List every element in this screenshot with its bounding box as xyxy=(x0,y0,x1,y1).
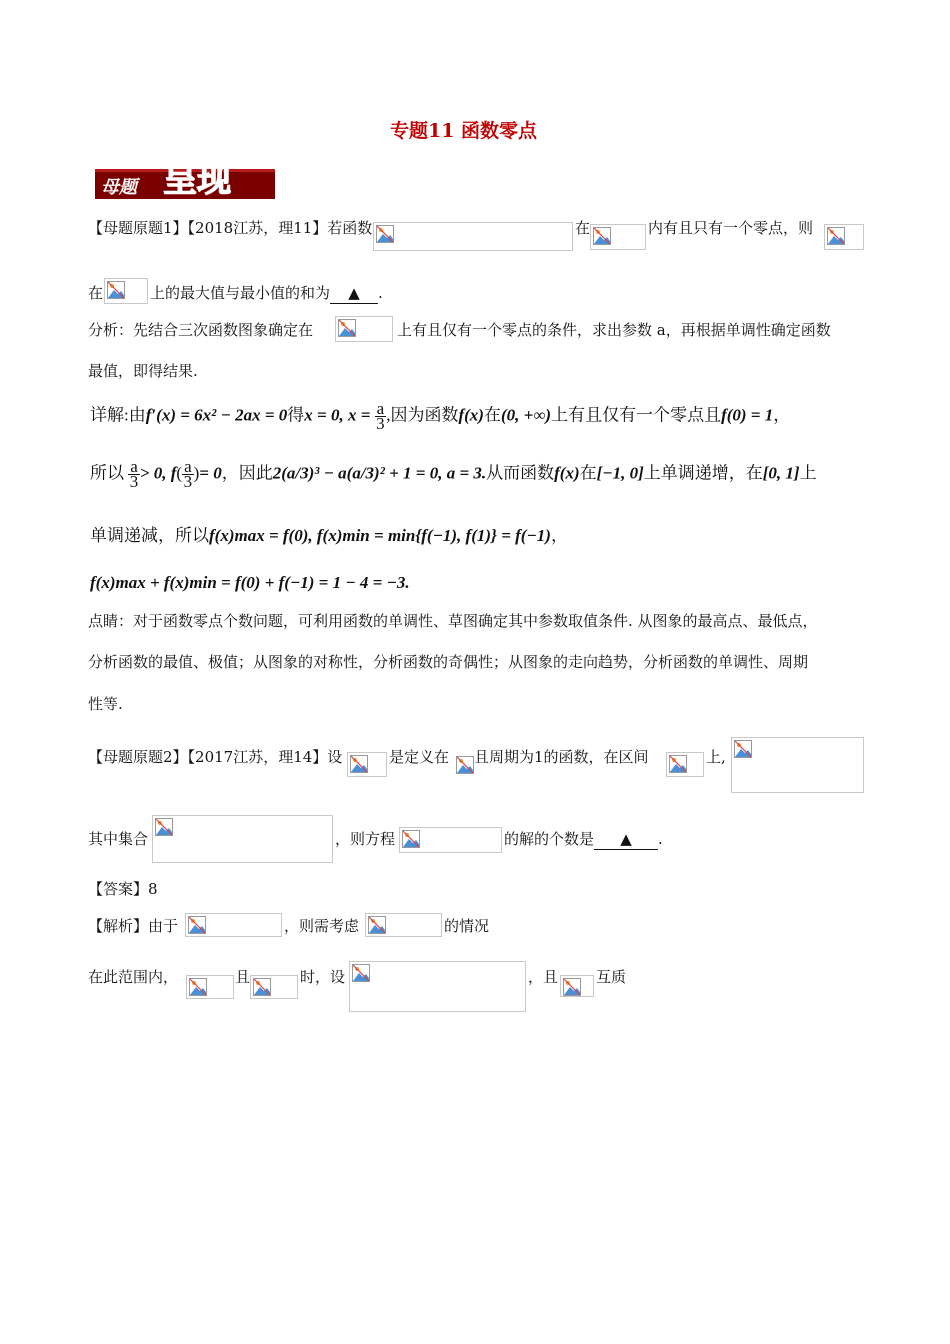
section-banner xyxy=(95,155,275,201)
remark-line3: 性等. xyxy=(88,695,123,713)
solution-when: 时，设 xyxy=(300,968,346,986)
derivative-equation: f′(x) = 6x² − 2ax = 0 xyxy=(145,405,288,425)
broken-image-icon xyxy=(368,916,386,934)
frac-den: 3 xyxy=(129,472,139,491)
interval-unit: [0, 1] xyxy=(762,463,800,483)
fx-symbol: f(x) xyxy=(554,463,580,483)
detail-increasing: 上单调递增，在 xyxy=(643,463,763,483)
banner-left-text: 母题 xyxy=(101,177,137,198)
p1-text-zai2: 在 xyxy=(88,284,104,302)
sum-equation: f(x)max + f(x)min = f(0) + f(−1) = 1 − 4 = −3. xyxy=(90,573,410,592)
frac-den: 3 xyxy=(376,414,385,433)
detail-hence: ，因此 xyxy=(221,463,273,483)
f0-equation: f(0) = 1 xyxy=(721,405,774,425)
detail-row3 xyxy=(90,525,568,547)
formula-image xyxy=(666,752,704,777)
solution-and1: 且 xyxy=(235,968,251,986)
detail-row1 xyxy=(90,399,791,433)
detail-in: 在 xyxy=(579,463,597,483)
broken-image-icon xyxy=(188,916,206,934)
detail-tail: 上有且仅有一个零点且 xyxy=(551,405,722,425)
frac-num: a xyxy=(376,399,385,418)
analysis-line2: 最值，即得结果. xyxy=(88,362,198,380)
answer-triangle: ▲ xyxy=(348,284,360,302)
broken-image-icon xyxy=(734,740,752,758)
detail-because: ,因为函数 xyxy=(386,405,459,425)
detail-comma: ， xyxy=(773,405,791,425)
frac-num: a xyxy=(184,457,192,476)
p1-text-within: 内有且只有一个零点，则 xyxy=(648,219,814,237)
p2-count-label: 的解的个数是 xyxy=(504,830,595,848)
solution-range: 在此范围内， xyxy=(88,968,179,986)
cubic-equation: 2(a/3)³ − a(a/3)² + 1 = 0, a = 3. xyxy=(272,463,487,483)
broken-image-icon xyxy=(155,818,173,836)
formula-image xyxy=(453,753,475,777)
answer-blank xyxy=(330,283,378,304)
analysis-line1b: 上有且仅有一个零点的条件，求出参数 a，再根据单调性确定函数 xyxy=(397,321,831,339)
broken-image-icon xyxy=(352,964,370,982)
interval-negative: [−1, 0] xyxy=(596,463,644,483)
formula-image xyxy=(365,913,442,937)
fraction-a-over-3 xyxy=(182,457,194,491)
max-min-equation: f(x)max = f(0), f(x)min = min{f(−1), f(1)} = f(−1) xyxy=(209,526,551,545)
formula-image xyxy=(373,222,573,251)
detail-row4 xyxy=(90,572,410,594)
formula-image xyxy=(186,975,234,999)
remark-line1: 点睛：对于函数零点个数问题，可利用函数的单调性、草图确定其中参数取值条件. 从图象的最高点、最低点， xyxy=(88,612,818,630)
p2-text-count xyxy=(504,829,663,850)
gt-zero-expression: > 0, f xyxy=(139,463,177,483)
broken-image-icon xyxy=(563,978,581,996)
formula-image xyxy=(399,827,502,853)
p2-text-set: 其中集合 xyxy=(88,830,149,848)
solution-and2: ，且 xyxy=(528,968,559,986)
broken-image-icon xyxy=(350,755,368,773)
detail-shang: 上 xyxy=(799,463,817,483)
solution-coprime: 互质 xyxy=(596,968,627,986)
p2-text-period: 且周期为1的函数，在区间 xyxy=(474,748,649,766)
formula-image xyxy=(335,316,393,342)
p2-text-then: ，则方程 xyxy=(335,830,396,848)
roots-expression: x = 0, x = xyxy=(304,405,371,425)
formula-image xyxy=(185,913,282,937)
answer-triangle: ▲ xyxy=(620,830,632,848)
p1-label: 【母题原题1】【2018江苏，理11】若函数 xyxy=(88,219,373,237)
broken-image-icon xyxy=(107,281,125,299)
formula-image xyxy=(250,975,298,999)
banner-graphic xyxy=(95,155,275,201)
frac-den: 3 xyxy=(183,472,193,491)
p2-label: 【母题原题2】【2017江苏，理14】设 xyxy=(88,748,343,766)
p2-period: . xyxy=(658,830,663,848)
detail-so: 所以 xyxy=(90,463,124,483)
formula-image xyxy=(347,752,387,777)
formula-image xyxy=(824,224,864,250)
p1-maxmin-label: 上的最大值与最小值的和为 xyxy=(150,284,331,302)
broken-image-icon xyxy=(376,225,394,243)
p1-period: . xyxy=(378,284,383,302)
fraction-a-over-3 xyxy=(128,457,140,491)
broken-image-icon xyxy=(189,978,207,996)
eq-zero: = 0 xyxy=(199,463,222,483)
answer-line: 【答案】8 xyxy=(88,880,158,898)
fraction-a-over-3 xyxy=(375,399,387,433)
fx-symbol: f(x) xyxy=(458,405,484,425)
analysis-line1a: 分析：先结合三次函数图象确定在 xyxy=(88,321,314,339)
detail-row2: 所以 $\frac{a}{3}$ > 0, f( $\frac{a}{3}$ )= 0，因此2(a/3)³ − a(a/3)² + 1 = 0, a = 3.从而函数f(x)在[−1, 0]上单调递增，在[0, 1]上 xyxy=(90,457,817,491)
broken-image-icon xyxy=(338,319,356,337)
solution-label: 【解析】由于 xyxy=(88,917,179,935)
broken-image-icon xyxy=(402,830,420,848)
detail-de: 得 xyxy=(287,405,305,425)
p2-text-def: 是定义在 xyxy=(389,748,450,766)
broken-image-icon xyxy=(827,227,845,245)
frac-num: a xyxy=(130,457,138,476)
p2-text-on: 上, xyxy=(706,748,726,766)
formula-image xyxy=(152,815,333,863)
remark-line2: 分析函数的最值、极值；从图象的对称性，分析函数的奇偶性；从图象的走向趋势，分析函数的单调性、周期 xyxy=(88,653,809,671)
formula-image xyxy=(349,961,526,1012)
p1-text-maxmin xyxy=(150,283,383,304)
solution-then: ，则需考虑 xyxy=(284,917,360,935)
formula-image xyxy=(104,278,148,304)
broken-image-icon xyxy=(253,978,271,996)
detail-prefix: 详解:由 xyxy=(90,405,146,425)
detail-comma: ， xyxy=(550,526,568,545)
detail-decreasing: 单调递减，所以 xyxy=(90,526,209,545)
solution-case: 的情况 xyxy=(444,917,490,935)
answer-blank xyxy=(594,829,658,850)
formula-image xyxy=(731,737,864,793)
detail-from: 从而函数 xyxy=(486,463,555,483)
broken-image-icon xyxy=(669,755,687,773)
formula-image xyxy=(590,224,646,250)
page-title: 专题11 函数零点 xyxy=(390,120,538,142)
banner-right-text: 呈现 xyxy=(163,160,231,200)
broken-image-icon xyxy=(456,756,474,774)
detail-in: 在 xyxy=(483,405,501,425)
formula-image xyxy=(560,975,594,997)
p1-text-zai1: 在 xyxy=(575,219,591,237)
interval-positive: (0, +∞) xyxy=(500,405,552,425)
broken-image-icon xyxy=(593,227,611,245)
